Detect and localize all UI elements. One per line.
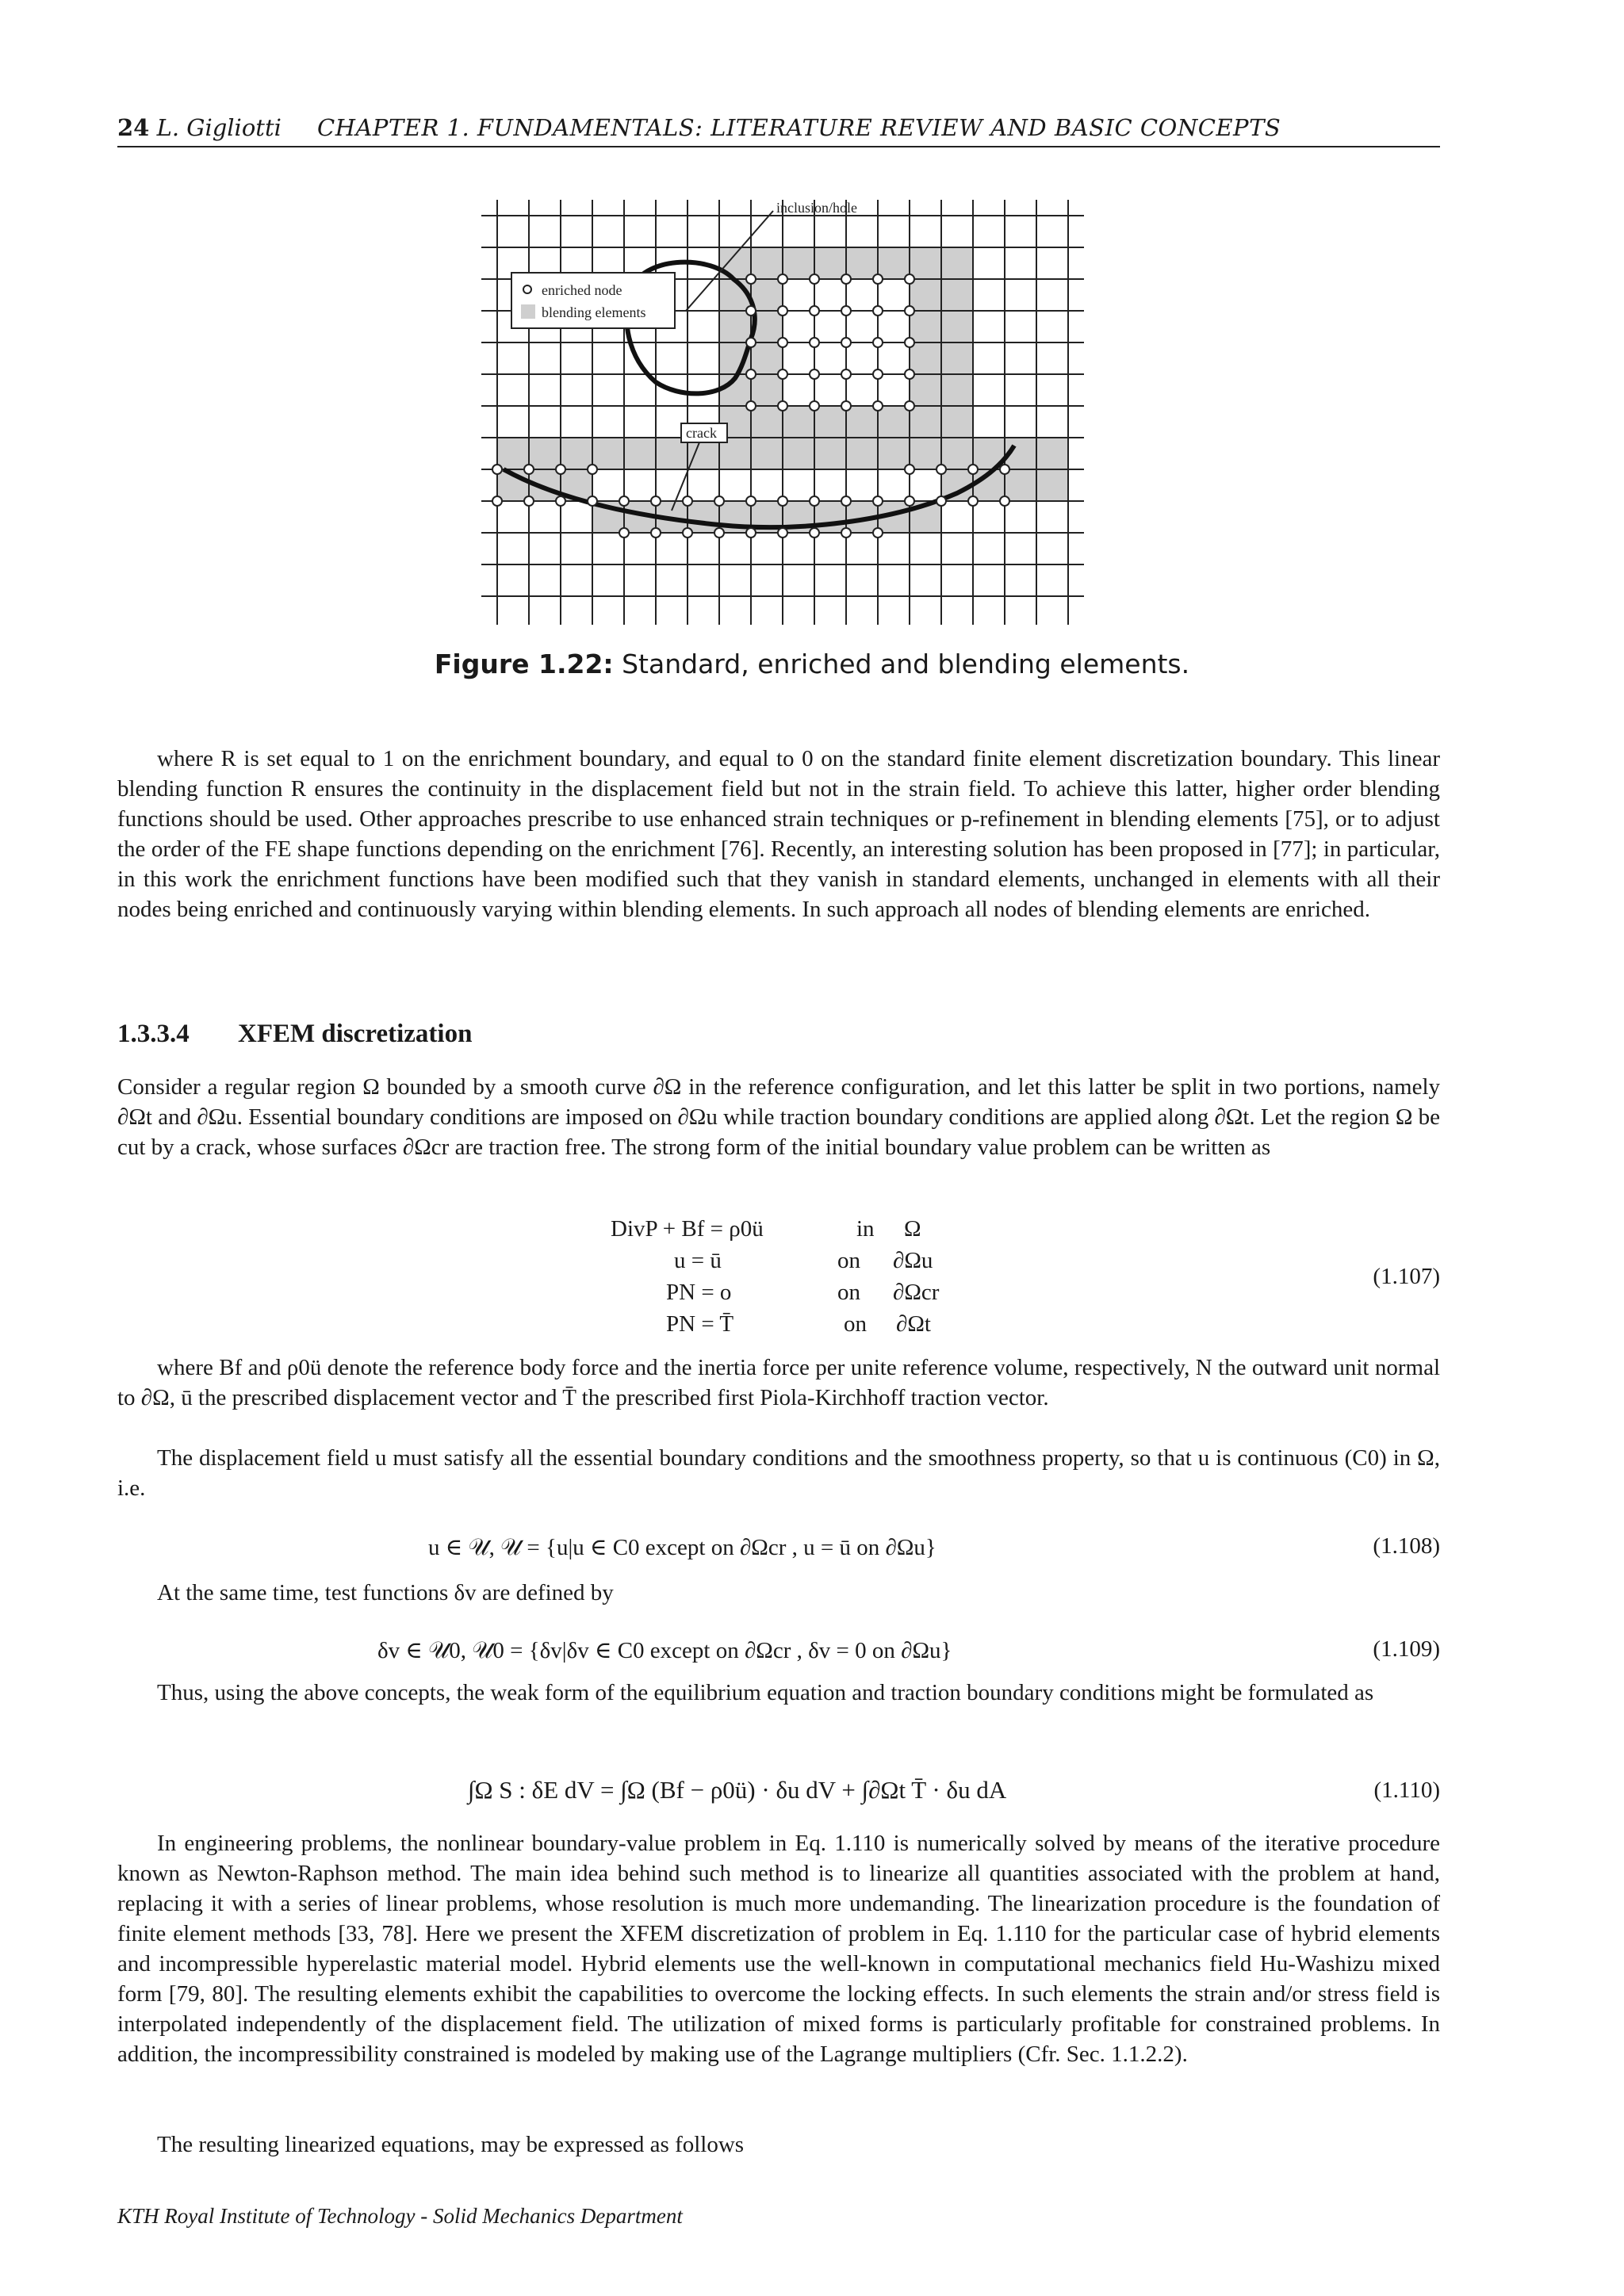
enriched-node <box>810 528 819 538</box>
enriched-node <box>778 369 787 379</box>
equation-1-108: u ∈ 𝒰, 𝒰 = {u|u ∈ C0 except on ∂Ωcr , u = ū on ∂Ωu} <box>428 1535 936 1560</box>
enriched-node <box>841 496 851 506</box>
paragraph-newton-raphson: In engineering problems, the nonlinear boundary-value problem in Eq. 1.110 is numerically solved by means of the iterative procedure known as Newton-Raphson method. The main idea behind such method is to linearize all quantities associated with the problem at hand, replacing it with a series of linear problems, whose resolution is much more undemanding. The linearization procedure is the foundation of finite element methods [33, 78]. Here we present the XFEM discretization of problem in Eq. 1.110 for the particular case of hybrid elements and incompressible hyperelastic material model. Hybrid elements use the well-known in computational mechanics field Hu-Washizu mixed form [79, 80]. The resulting elements exhibit the capabilities to overcome the locking effects. In such elements the strain and/or stress field is interpolated independently of the displacement field. The utilization of mixed forms is particularly profitable for constrained problems. In addition, the incompressibility constrained is modeled by making use of the Lagrange multipliers (Cfr. Sec. 1.1.2.2). <box>117 1831 1440 2067</box>
blending-cell <box>783 406 814 438</box>
blending-cell <box>941 279 973 311</box>
blending-cell <box>910 342 941 374</box>
enriched-node <box>556 465 565 474</box>
blending-cell <box>751 374 783 406</box>
eq107-row3-domain: ∂Ωcr <box>893 1280 940 1305</box>
caption-label: Figure 1.22: <box>434 649 614 679</box>
blending-cell <box>941 438 973 469</box>
section-number: 1.3.3.4 <box>117 1020 190 1048</box>
enriched-node <box>873 496 883 506</box>
enriched-node <box>905 401 914 411</box>
blending-cell <box>497 438 529 469</box>
enriched-node <box>810 306 819 316</box>
enriched-node <box>968 496 978 506</box>
mesh-grid <box>481 200 1084 625</box>
blending-cell <box>910 438 941 469</box>
enriched-node <box>778 401 787 411</box>
enriched-node <box>841 528 851 538</box>
blending-cell <box>751 406 783 438</box>
blending-cell <box>783 438 814 469</box>
figure-xfem-mesh <box>481 200 1084 625</box>
blending-cell <box>846 247 878 279</box>
eq107-row1-lhs: DivP + Bf = ρ0ü <box>611 1216 764 1242</box>
enriched-node <box>841 274 851 284</box>
legend-blending-label: blending elements <box>542 304 646 320</box>
crack-label: crack <box>686 425 717 441</box>
enriched-node <box>746 528 756 538</box>
blending-cell <box>529 438 561 469</box>
legend-node-icon <box>523 285 531 293</box>
enriched-node <box>905 369 914 379</box>
blending-cell <box>846 438 878 469</box>
enriched-node <box>619 528 629 538</box>
paragraph-linearized: The resulting linearized equations, may be expressed as follows <box>157 2132 745 2157</box>
eq108-number: (1.108) <box>1373 1533 1440 1559</box>
enriched-node <box>746 274 756 284</box>
blending-cell <box>751 342 783 374</box>
caption-text: Standard, enriched and blending elements. <box>613 649 1190 679</box>
blending-cell <box>1036 469 1068 501</box>
eq107-number: (1.107) <box>1373 1264 1440 1289</box>
eq109-number: (1.109) <box>1373 1636 1440 1662</box>
section-heading <box>117 1020 472 1049</box>
blending-cell <box>941 342 973 374</box>
blending-cell <box>814 406 846 438</box>
enriched-node <box>778 274 787 284</box>
blending-cell <box>814 247 846 279</box>
enriched-node <box>524 496 534 506</box>
legend-enriched-label: enriched node <box>542 282 622 298</box>
legend-blend-icon <box>521 304 535 319</box>
inclusion-label: inclusion/hole <box>776 200 857 216</box>
page-number: 24 <box>117 114 150 141</box>
blending-cell <box>751 438 783 469</box>
enriched-node <box>968 465 978 474</box>
blending-cell <box>910 406 941 438</box>
enriched-node <box>778 338 787 347</box>
equation-1-110: ∫Ω S : δE dV = ∫Ω (Bf − ρ0ü) · δu dV + ∫∂Ωt T̄ · δu dA <box>468 1776 1007 1804</box>
enriched-node <box>746 338 756 347</box>
eq107-row4-domain: ∂Ωt <box>896 1311 931 1337</box>
blending-cell <box>910 311 941 342</box>
enriched-node <box>778 306 787 316</box>
enriched-node <box>936 496 946 506</box>
blending-cell <box>624 438 656 469</box>
enriched-node <box>905 274 914 284</box>
running-footer: KTH Royal Institute of Technology - Solid Mechanics Department <box>117 2204 683 2228</box>
blending-cell <box>719 311 751 342</box>
enriched-node <box>492 465 502 474</box>
enriched-node <box>905 338 914 347</box>
enriched-node <box>810 274 819 284</box>
eq107-row4-cond: on <box>844 1311 867 1337</box>
paragraph-displacement: The displacement field u must satisfy all the essential boundary conditions and the smoothness property, so that u is continuous (C0) in Ω, i.e. <box>117 1445 1440 1501</box>
enriched-node <box>588 496 597 506</box>
blending-cell <box>941 374 973 406</box>
enriched-node <box>810 401 819 411</box>
blending-cell <box>751 279 783 311</box>
paragraph-weak-form: Thus, using the above concepts, the weak form of the equilibrium equation and traction boundary conditions might be formulated as <box>157 1680 1374 1705</box>
blending-cell <box>910 374 941 406</box>
enriched-node <box>492 496 502 506</box>
blending-cell <box>941 247 973 279</box>
author-name: L. Gigliotti <box>156 114 282 141</box>
blending-cell <box>941 406 973 438</box>
enriched-node <box>619 496 629 506</box>
enriched-node <box>524 465 534 474</box>
enriched-node <box>651 496 661 506</box>
blending-cell <box>878 406 910 438</box>
enriched-node <box>714 528 724 538</box>
enriched-node <box>810 369 819 379</box>
enriched-node <box>873 338 883 347</box>
enriched-node <box>841 338 851 347</box>
enriched-node <box>746 496 756 506</box>
running-header <box>117 111 1440 147</box>
enriched-node <box>841 369 851 379</box>
enriched-node <box>873 369 883 379</box>
enriched-node <box>873 528 883 538</box>
blending-cell <box>878 438 910 469</box>
blending-cell <box>814 438 846 469</box>
eq110-number: (1.110) <box>1373 1777 1440 1803</box>
enriched-node <box>905 465 914 474</box>
blending-cell <box>1005 469 1036 501</box>
blending-cell <box>941 311 973 342</box>
enriched-node <box>873 306 883 316</box>
blending-cell <box>592 438 624 469</box>
paragraph-test-functions: At the same time, test functions δv are defined by <box>157 1580 614 1605</box>
blending-cell <box>751 247 783 279</box>
enriched-node <box>873 274 883 284</box>
blending-cell <box>1036 438 1068 469</box>
enriched-node <box>1000 496 1009 506</box>
enriched-node <box>588 465 597 474</box>
enriched-node <box>714 496 724 506</box>
figure-caption <box>0 649 1624 679</box>
eq107-row2-domain: ∂Ωu <box>893 1248 933 1273</box>
enriched-node <box>905 306 914 316</box>
eq107-row1-cond: in <box>856 1216 875 1242</box>
blending-cell <box>878 247 910 279</box>
enriched-node <box>778 528 787 538</box>
enriched-node <box>905 496 914 506</box>
enriched-node <box>778 496 787 506</box>
section-title: XFEM discretization <box>238 1020 473 1048</box>
blending-cell <box>910 279 941 311</box>
enriched-node <box>936 465 946 474</box>
enriched-node <box>873 401 883 411</box>
enriched-node <box>746 306 756 316</box>
eq107-row3-cond: on <box>837 1280 860 1305</box>
eq107-row2-lhs: u = ū <box>674 1248 722 1273</box>
paragraph-definitions: where Bf and ρ0ü denote the reference body force and the inertia force per unite reference volume, respectively, N the outward unit normal to ∂Ω, ū the prescribed displacement vector and T̄ the prescribed first Piola-Kirchhoff traction vector. <box>117 1355 1440 1410</box>
enriched-node <box>746 369 756 379</box>
eq107-row2-cond: on <box>837 1248 860 1273</box>
equation-1-109: δv ∈ 𝒰0, 𝒰0 = {δv|δv ∈ C0 except on ∂Ωcr , δv = 0 on ∂Ωu} <box>377 1638 952 1663</box>
blending-cell <box>846 406 878 438</box>
enriched-node <box>746 401 756 411</box>
blending-cell <box>814 501 846 533</box>
eq107-row3-lhs: PN = o <box>666 1280 732 1305</box>
chapter-title: CHAPTER 1. FUNDAMENTALS: LITERATURE REVIEW AND BASIC CONCEPTS <box>317 114 1281 141</box>
eq107-row1-domain: Ω <box>904 1216 921 1242</box>
enriched-node <box>683 528 692 538</box>
enriched-node <box>651 528 661 538</box>
blending-cell <box>783 247 814 279</box>
enriched-node <box>841 401 851 411</box>
enriched-node <box>556 496 565 506</box>
paragraph-blending: where R is set equal to 1 on the enrichment boundary, and equal to 0 on the standard finite element discretization boundary. This linear blending function R ensures the continuity in the displacement field but not in the strain field. To achieve this latter, higher order blending functions should be used. Other approaches prescribe to use enhanced strain techniques or p-refinement in blending elements [75], or to adjust the order of the FE shape functions depending on the enrichment [76]. Recently, an interesting solution has been proposed in [77]; in particular, in this work the enrichment functions have been modified such that they vanish in standard elements, unchanged in elements with all their nodes being enriched and continuously varying within blending elements. In such approach all nodes of blending elements are enriched. <box>117 746 1440 922</box>
eq107-row4-lhs: PN = T̄ <box>666 1311 734 1337</box>
blending-cell <box>561 438 592 469</box>
enriched-node <box>810 338 819 347</box>
paragraph-region: Consider a regular region Ω bounded by a smooth curve ∂Ω in the reference configuration, and let this latter be split in two portions, namely ∂Ωt and ∂Ωu. Essential boundary conditions are imposed on ∂Ωu while traction boundary conditions are applied along ∂Ωt. Let the region Ω be cut by a crack, whose surfaces ∂Ωcr are traction free. The strong form of the initial boundary value problem can be written as <box>117 1074 1440 1160</box>
blending-cell <box>910 247 941 279</box>
enriched-node <box>841 306 851 316</box>
enriched-node <box>683 496 692 506</box>
blending-cell <box>688 501 719 533</box>
enriched-node <box>1000 465 1009 474</box>
enriched-node <box>810 496 819 506</box>
